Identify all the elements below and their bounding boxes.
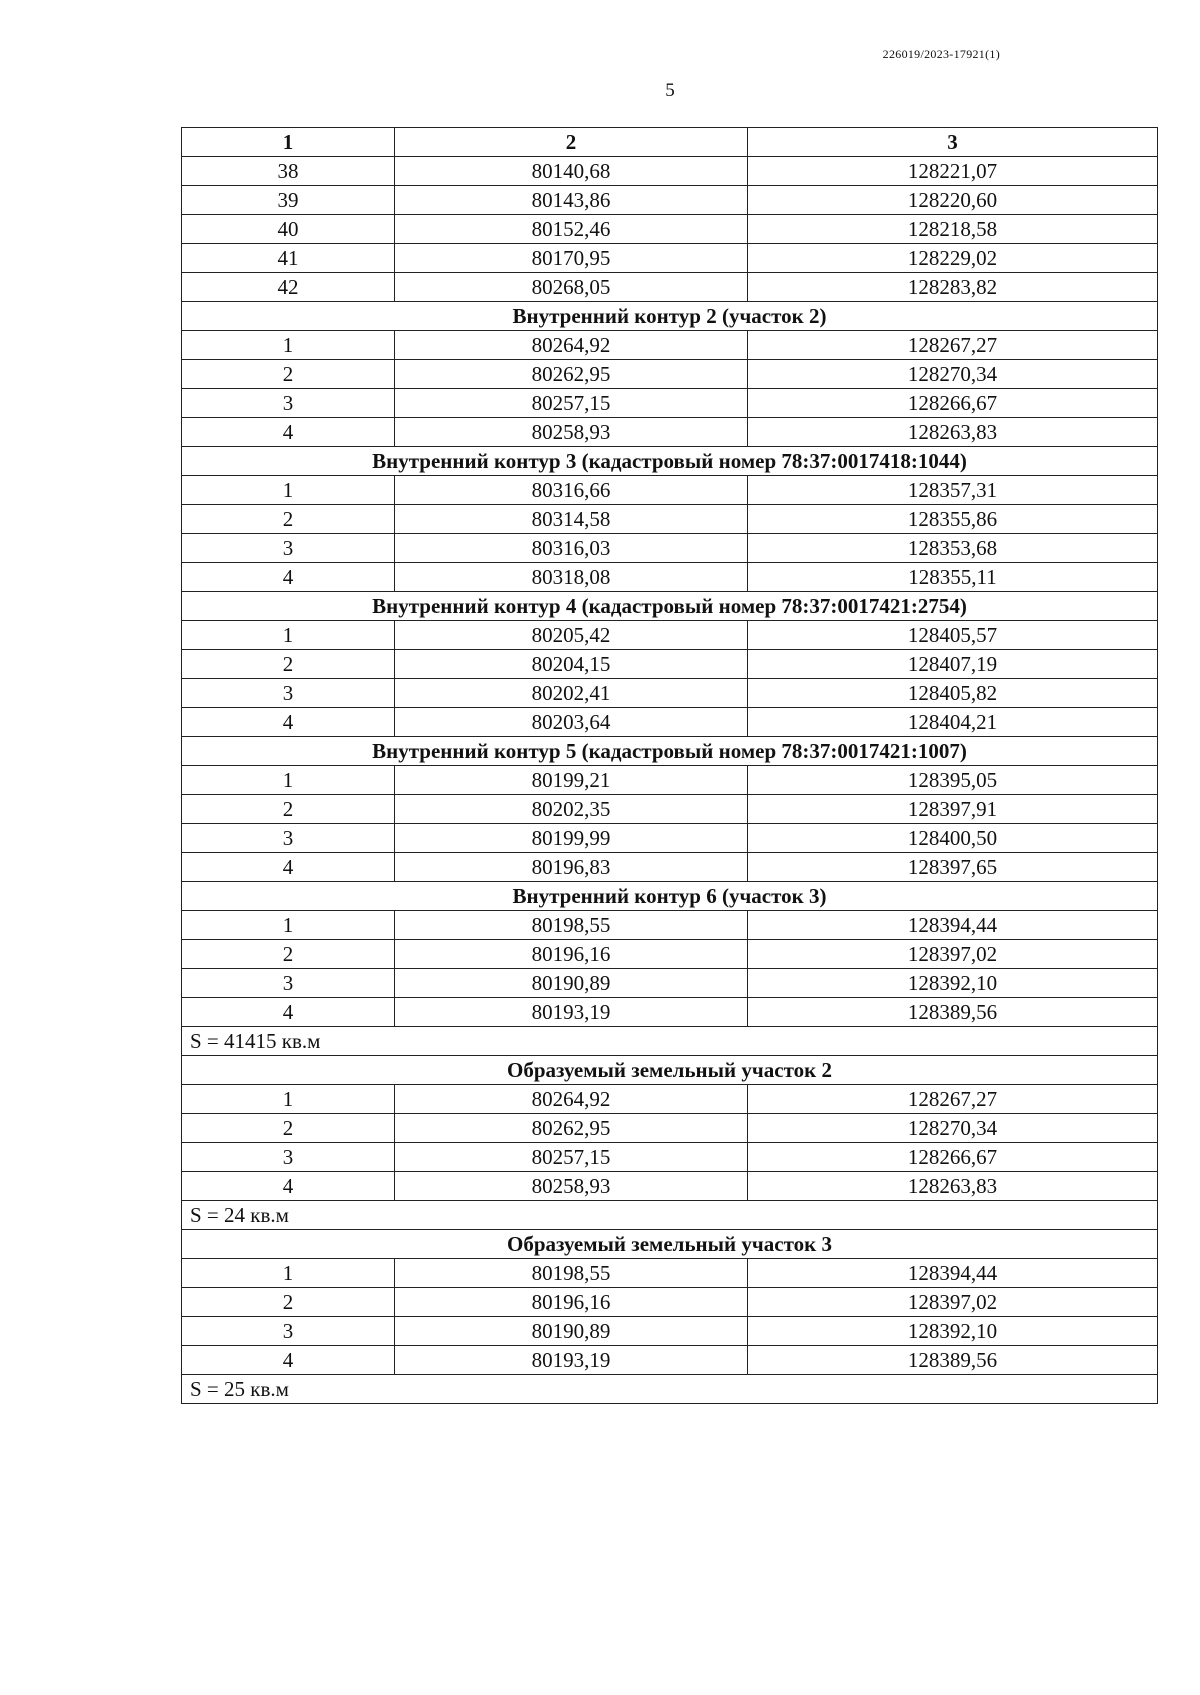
table-row <box>182 1143 1158 1172</box>
coordinates-table <box>181 127 1158 1404</box>
point-number-cell: 2 <box>182 795 395 824</box>
table-row <box>182 157 1158 186</box>
table-row <box>182 1114 1158 1143</box>
x-coordinate-cell: 80318,08 <box>395 563 748 592</box>
header-cell-point: 1 <box>182 128 395 157</box>
area-value: S = 24 кв.м <box>182 1201 1158 1230</box>
y-coordinate-cell: 128270,34 <box>748 1114 1158 1143</box>
x-coordinate-cell: 80190,89 <box>395 1317 748 1346</box>
point-number-cell: 1 <box>182 331 395 360</box>
point-number-cell: 1 <box>182 911 395 940</box>
y-coordinate-cell: 128357,31 <box>748 476 1158 505</box>
area-summary-row <box>182 1375 1158 1404</box>
point-number-cell: 4 <box>182 563 395 592</box>
table-row <box>182 331 1158 360</box>
table-row <box>182 186 1158 215</box>
point-number-cell: 2 <box>182 1114 395 1143</box>
x-coordinate-cell: 80198,55 <box>395 1259 748 1288</box>
table-row <box>182 824 1158 853</box>
x-coordinate-cell: 80205,42 <box>395 621 748 650</box>
section-title: Внутренний контур 3 (кадастровый номер 78:37:0017418:1044) <box>182 447 1158 476</box>
point-number-cell: 2 <box>182 505 395 534</box>
y-coordinate-cell: 128266,67 <box>748 1143 1158 1172</box>
y-coordinate-cell: 128220,60 <box>748 186 1158 215</box>
table-row <box>182 505 1158 534</box>
x-coordinate-cell: 80199,99 <box>395 824 748 853</box>
table-row <box>182 1317 1158 1346</box>
point-number-cell: 1 <box>182 621 395 650</box>
table-row <box>182 389 1158 418</box>
point-number-cell: 1 <box>182 766 395 795</box>
section-heading-row <box>182 1230 1158 1259</box>
point-number-cell: 3 <box>182 1143 395 1172</box>
table-row <box>182 273 1158 302</box>
header-cell-x: 2 <box>395 128 748 157</box>
table-row <box>182 940 1158 969</box>
point-number-cell: 4 <box>182 853 395 882</box>
table-row <box>182 998 1158 1027</box>
y-coordinate-cell: 128397,65 <box>748 853 1158 882</box>
page-number: 5 <box>665 80 675 101</box>
x-coordinate-cell: 80258,93 <box>395 1172 748 1201</box>
y-coordinate-cell: 128405,82 <box>748 679 1158 708</box>
table-row <box>182 650 1158 679</box>
point-number-cell: 2 <box>182 360 395 389</box>
y-coordinate-cell: 128397,02 <box>748 940 1158 969</box>
area-summary-row <box>182 1201 1158 1230</box>
y-coordinate-cell: 128270,34 <box>748 360 1158 389</box>
x-coordinate-cell: 80258,93 <box>395 418 748 447</box>
table-row <box>182 476 1158 505</box>
y-coordinate-cell: 128267,27 <box>748 331 1158 360</box>
point-number-cell: 3 <box>182 679 395 708</box>
table-row <box>182 360 1158 389</box>
section-heading-row <box>182 302 1158 331</box>
document-number: 226019/2023-17921(1) <box>882 47 1000 61</box>
table-row <box>182 911 1158 940</box>
table-row <box>182 563 1158 592</box>
x-coordinate-cell: 80196,16 <box>395 940 748 969</box>
x-coordinate-cell: 80190,89 <box>395 969 748 998</box>
x-coordinate-cell: 80316,66 <box>395 476 748 505</box>
table-row <box>182 1085 1158 1114</box>
point-number-cell: 4 <box>182 998 395 1027</box>
y-coordinate-cell: 128266,67 <box>748 389 1158 418</box>
y-coordinate-cell: 128221,07 <box>748 157 1158 186</box>
area-summary-row <box>182 1027 1158 1056</box>
x-coordinate-cell: 80143,86 <box>395 186 748 215</box>
y-coordinate-cell: 128283,82 <box>748 273 1158 302</box>
point-number-cell: 3 <box>182 824 395 853</box>
y-coordinate-cell: 128355,11 <box>748 563 1158 592</box>
x-coordinate-cell: 80257,15 <box>395 1143 748 1172</box>
x-coordinate-cell: 80204,15 <box>395 650 748 679</box>
table-row <box>182 621 1158 650</box>
table-row <box>182 969 1158 998</box>
section-title: Внутренний контур 4 (кадастровый номер 78:37:0017421:2754) <box>182 592 1158 621</box>
point-number-cell: 1 <box>182 1085 395 1114</box>
x-coordinate-cell: 80199,21 <box>395 766 748 795</box>
header-cell-y: 3 <box>748 128 1158 157</box>
point-number-cell: 2 <box>182 940 395 969</box>
y-coordinate-cell: 128392,10 <box>748 1317 1158 1346</box>
y-coordinate-cell: 128218,58 <box>748 215 1158 244</box>
y-coordinate-cell: 128263,83 <box>748 1172 1158 1201</box>
x-coordinate-cell: 80152,46 <box>395 215 748 244</box>
point-number-cell: 40 <box>182 215 395 244</box>
y-coordinate-cell: 128389,56 <box>748 998 1158 1027</box>
x-coordinate-cell: 80268,05 <box>395 273 748 302</box>
point-number-cell: 4 <box>182 1346 395 1375</box>
point-number-cell: 3 <box>182 969 395 998</box>
x-coordinate-cell: 80202,41 <box>395 679 748 708</box>
y-coordinate-cell: 128400,50 <box>748 824 1158 853</box>
section-heading-row <box>182 882 1158 911</box>
x-coordinate-cell: 80196,83 <box>395 853 748 882</box>
x-coordinate-cell: 80316,03 <box>395 534 748 563</box>
y-coordinate-cell: 128394,44 <box>748 911 1158 940</box>
y-coordinate-cell: 128405,57 <box>748 621 1158 650</box>
y-coordinate-cell: 128392,10 <box>748 969 1158 998</box>
table-row <box>182 766 1158 795</box>
y-coordinate-cell: 128397,91 <box>748 795 1158 824</box>
area-value: S = 41415 кв.м <box>182 1027 1158 1056</box>
point-number-cell: 1 <box>182 1259 395 1288</box>
table-row <box>182 418 1158 447</box>
section-title: Внутренний контур 5 (кадастровый номер 78:37:0017421:1007) <box>182 737 1158 766</box>
section-heading-row <box>182 737 1158 766</box>
section-heading-row <box>182 592 1158 621</box>
point-number-cell: 3 <box>182 1317 395 1346</box>
section-title: Внутренний контур 2 (участок 2) <box>182 302 1158 331</box>
table-row <box>182 853 1158 882</box>
section-title: Образуемый земельный участок 3 <box>182 1230 1158 1259</box>
point-number-cell: 4 <box>182 708 395 737</box>
point-number-cell: 41 <box>182 244 395 273</box>
area-value: S = 25 кв.м <box>182 1375 1158 1404</box>
point-number-cell: 2 <box>182 650 395 679</box>
section-heading-row <box>182 447 1158 476</box>
table-row <box>182 795 1158 824</box>
table-header-row <box>182 128 1158 157</box>
table-row <box>182 1288 1158 1317</box>
section-title: Образуемый земельный участок 2 <box>182 1056 1158 1085</box>
y-coordinate-cell: 128353,68 <box>748 534 1158 563</box>
point-number-cell: 38 <box>182 157 395 186</box>
y-coordinate-cell: 128267,27 <box>748 1085 1158 1114</box>
section-title: Внутренний контур 6 (участок 3) <box>182 882 1158 911</box>
x-coordinate-cell: 80170,95 <box>395 244 748 273</box>
point-number-cell: 1 <box>182 476 395 505</box>
table-row <box>182 244 1158 273</box>
x-coordinate-cell: 80196,16 <box>395 1288 748 1317</box>
table-row <box>182 215 1158 244</box>
x-coordinate-cell: 80257,15 <box>395 389 748 418</box>
x-coordinate-cell: 80140,68 <box>395 157 748 186</box>
x-coordinate-cell: 80264,92 <box>395 1085 748 1114</box>
point-number-cell: 39 <box>182 186 395 215</box>
x-coordinate-cell: 80262,95 <box>395 360 748 389</box>
point-number-cell: 3 <box>182 534 395 563</box>
x-coordinate-cell: 80198,55 <box>395 911 748 940</box>
section-heading-row <box>182 1056 1158 1085</box>
x-coordinate-cell: 80264,92 <box>395 331 748 360</box>
point-number-cell: 3 <box>182 389 395 418</box>
table-row <box>182 679 1158 708</box>
point-number-cell: 2 <box>182 1288 395 1317</box>
y-coordinate-cell: 128229,02 <box>748 244 1158 273</box>
y-coordinate-cell: 128407,19 <box>748 650 1158 679</box>
table-row <box>182 534 1158 563</box>
table-row <box>182 1259 1158 1288</box>
y-coordinate-cell: 128355,86 <box>748 505 1158 534</box>
x-coordinate-cell: 80202,35 <box>395 795 748 824</box>
x-coordinate-cell: 80203,64 <box>395 708 748 737</box>
table-row <box>182 1172 1158 1201</box>
x-coordinate-cell: 80314,58 <box>395 505 748 534</box>
y-coordinate-cell: 128389,56 <box>748 1346 1158 1375</box>
x-coordinate-cell: 80262,95 <box>395 1114 748 1143</box>
point-number-cell: 4 <box>182 418 395 447</box>
x-coordinate-cell: 80193,19 <box>395 998 748 1027</box>
coordinates-table-body <box>182 128 1158 1404</box>
table-row <box>182 1346 1158 1375</box>
x-coordinate-cell: 80193,19 <box>395 1346 748 1375</box>
y-coordinate-cell: 128397,02 <box>748 1288 1158 1317</box>
y-coordinate-cell: 128395,05 <box>748 766 1158 795</box>
y-coordinate-cell: 128394,44 <box>748 1259 1158 1288</box>
table-row <box>182 708 1158 737</box>
y-coordinate-cell: 128263,83 <box>748 418 1158 447</box>
y-coordinate-cell: 128404,21 <box>748 708 1158 737</box>
point-number-cell: 4 <box>182 1172 395 1201</box>
point-number-cell: 42 <box>182 273 395 302</box>
